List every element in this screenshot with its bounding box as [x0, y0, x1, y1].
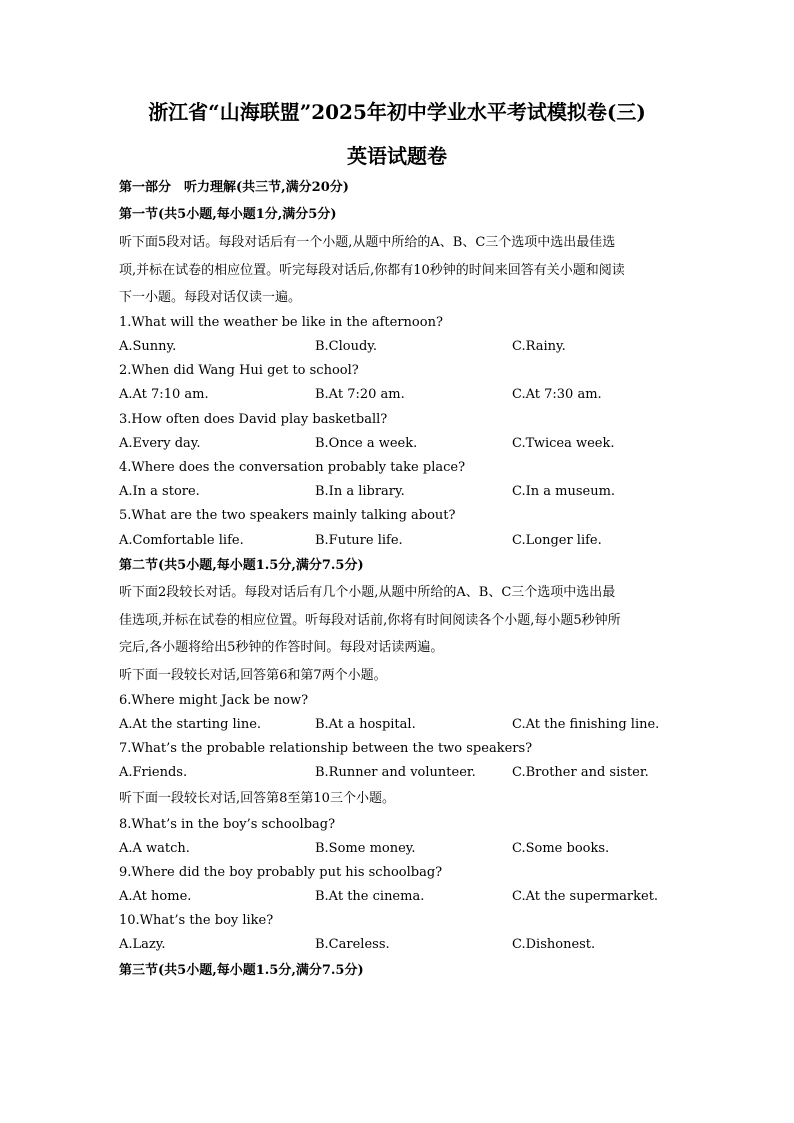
- option-b: B.In a library.: [315, 484, 405, 499]
- section3-heading: 第三节(共5小题,每小题1.5分,满分7.5分): [119, 963, 364, 978]
- section2-instruction-line: 佳选项,并标在试卷的相应位置。听每段对话前,你将有时间阅读各个小题,每小题5秒钟所: [119, 613, 621, 628]
- question-text: 8.What’s in the boy’s schoolbag?: [119, 817, 336, 832]
- option-c: C.At 7:30 am.: [512, 387, 602, 402]
- question-text: 3.How often does David play basketball?: [119, 412, 388, 427]
- option-c: C.Dishonest.: [512, 937, 596, 952]
- option-b: B.Some money.: [315, 841, 416, 856]
- question-text: 1.What will the weather be like in the afternoon?: [119, 315, 443, 330]
- question-text: 5.What are the two speakers mainly talking about?: [119, 508, 456, 523]
- question-text: 9.Where did the boy probably put his schoolbag?: [119, 865, 443, 880]
- section1-instruction-line: 下一小题。每段对话仅读一遍。: [119, 290, 302, 305]
- option-c: C.At the supermarket.: [512, 889, 659, 904]
- option-a: A.Sunny.: [119, 339, 177, 354]
- question-text: 2.When did Wang Hui get to school?: [119, 363, 359, 378]
- question-text: 4.Where does the conversation probably take place?: [119, 460, 466, 475]
- section1-heading: 第一节(共5小题,每小题1分,满分5分): [119, 207, 337, 222]
- section1-instruction-line: 项,并标在试卷的相应位置。听完每段对话后,你都有10秒钟的时间来回答有关小题和阅读: [119, 263, 625, 278]
- option-a: A.At home.: [119, 889, 192, 904]
- dialog1-intro: 听下面一段较长对话,回答第6和第7两个小题。: [119, 668, 387, 683]
- option-c: C.In a museum.: [512, 484, 616, 499]
- option-b: B.At a hospital.: [315, 717, 416, 732]
- option-b: B.Future life.: [315, 533, 403, 548]
- option-c: C.Twicea week.: [512, 436, 615, 451]
- option-a: A.At 7:10 am.: [119, 387, 209, 402]
- option-b: B.Cloudy.: [315, 339, 378, 354]
- option-b: B.At 7:20 am.: [315, 387, 405, 402]
- question-text: 7.What’s the probable relationship between the two speakers?: [119, 741, 533, 756]
- option-c: C.Some books.: [512, 841, 610, 856]
- exam-subtitle: 英语试题卷: [347, 144, 447, 168]
- option-c: C.Longer life.: [512, 533, 602, 548]
- part1-heading: 第一部分 听力理解(共三节,满分20分): [119, 180, 349, 195]
- section2-instruction-line: 完后,各小题将给出5秒钟的作答时间。每段对话读两遍。: [119, 640, 444, 655]
- option-b: B.Careless.: [315, 937, 390, 952]
- option-b: B.Runner and volunteer.: [315, 765, 476, 780]
- question-text: 10.What’s the boy like?: [119, 913, 274, 928]
- option-a: A.In a store.: [119, 484, 200, 499]
- option-b: B.At the cinema.: [315, 889, 425, 904]
- option-c: C.Rainy.: [512, 339, 566, 354]
- option-a: A.Comfortable life.: [119, 533, 244, 548]
- section2-instruction-line: 听下面2段较长对话。每段对话后有几个小题,从题中所给的A、B、C三个选项中选出最: [119, 585, 616, 600]
- option-a: A.At the starting line.: [119, 717, 262, 732]
- exam-title: 浙江省“山海联盟”2025年初中学业水平考试模拟卷(三): [148, 100, 646, 124]
- section1-instruction-line: 听下面5段对话。每段对话后有一个小题,从题中所给的A、B、C三个选项中选出最佳选: [119, 235, 616, 250]
- section2-heading: 第二节(共5小题,每小题1.5分,满分7.5分): [119, 558, 364, 573]
- option-b: B.Once a week.: [315, 436, 418, 451]
- option-a: A.Friends.: [119, 765, 188, 780]
- question-text: 6.Where might Jack be now?: [119, 693, 309, 708]
- option-a: A.A watch.: [119, 841, 190, 856]
- dialog2-intro: 听下面一段较长对话,回答第8至第10三个小题。: [119, 791, 395, 806]
- option-a: A.Every day.: [119, 436, 201, 451]
- option-a: A.Lazy.: [119, 937, 166, 952]
- option-c: C.Brother and sister.: [512, 765, 649, 780]
- option-c: C.At the finishing line.: [512, 717, 660, 732]
